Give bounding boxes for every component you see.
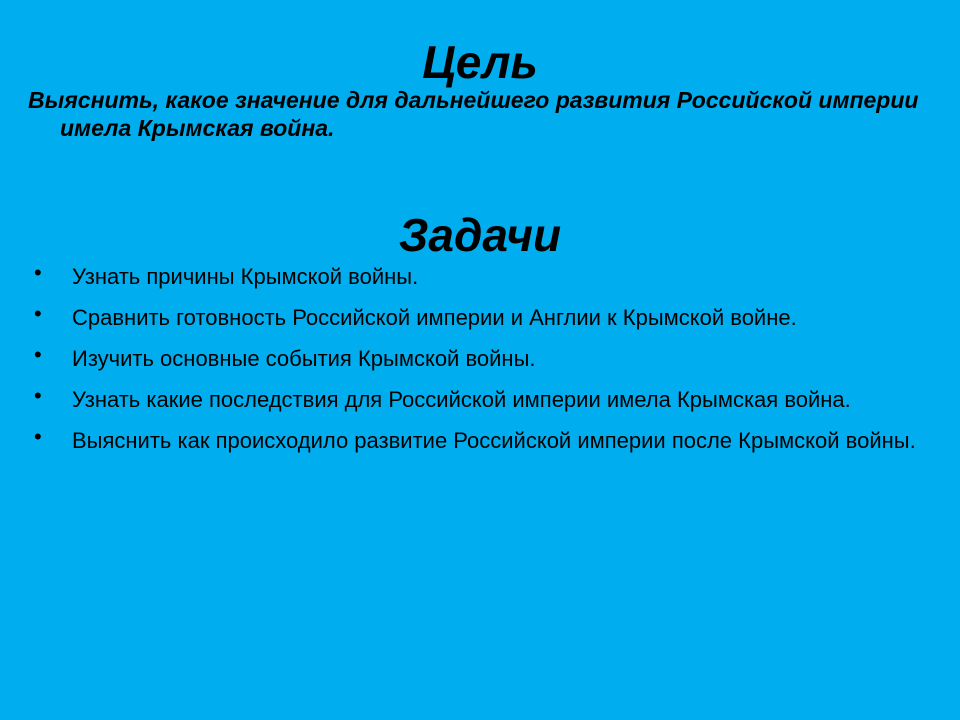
bullet-icon: • xyxy=(34,301,42,326)
bullet-icon: • xyxy=(34,342,42,367)
bullet-icon: • xyxy=(34,260,42,285)
task-item xyxy=(34,344,934,374)
bullet-icon: • xyxy=(34,424,42,449)
task-text: Изучить основные события Крымской войны. xyxy=(72,346,536,371)
task-item xyxy=(34,303,934,333)
task-text: Сравнить готовность Российской империи и Англии к Крымской войне. xyxy=(72,305,797,330)
task-text: Узнать какие последствия для Российской империи имела Крымская война. xyxy=(72,387,851,412)
goal-title: Цель xyxy=(422,36,538,88)
task-text: Узнать причины Крымской войны. xyxy=(72,264,419,289)
task-text: Выяснить как происходило развитие Российской империи после Крымской войны. xyxy=(72,428,916,453)
goal-text: Выяснить, какое значение для дальнейшего развития Российской империи имела Крымская война. xyxy=(28,87,919,141)
tasks-list xyxy=(34,262,934,467)
bullet-icon: • xyxy=(34,383,42,408)
task-item xyxy=(34,262,934,292)
task-item xyxy=(34,426,934,456)
tasks-title: Задачи xyxy=(398,209,562,261)
task-item xyxy=(34,385,934,415)
